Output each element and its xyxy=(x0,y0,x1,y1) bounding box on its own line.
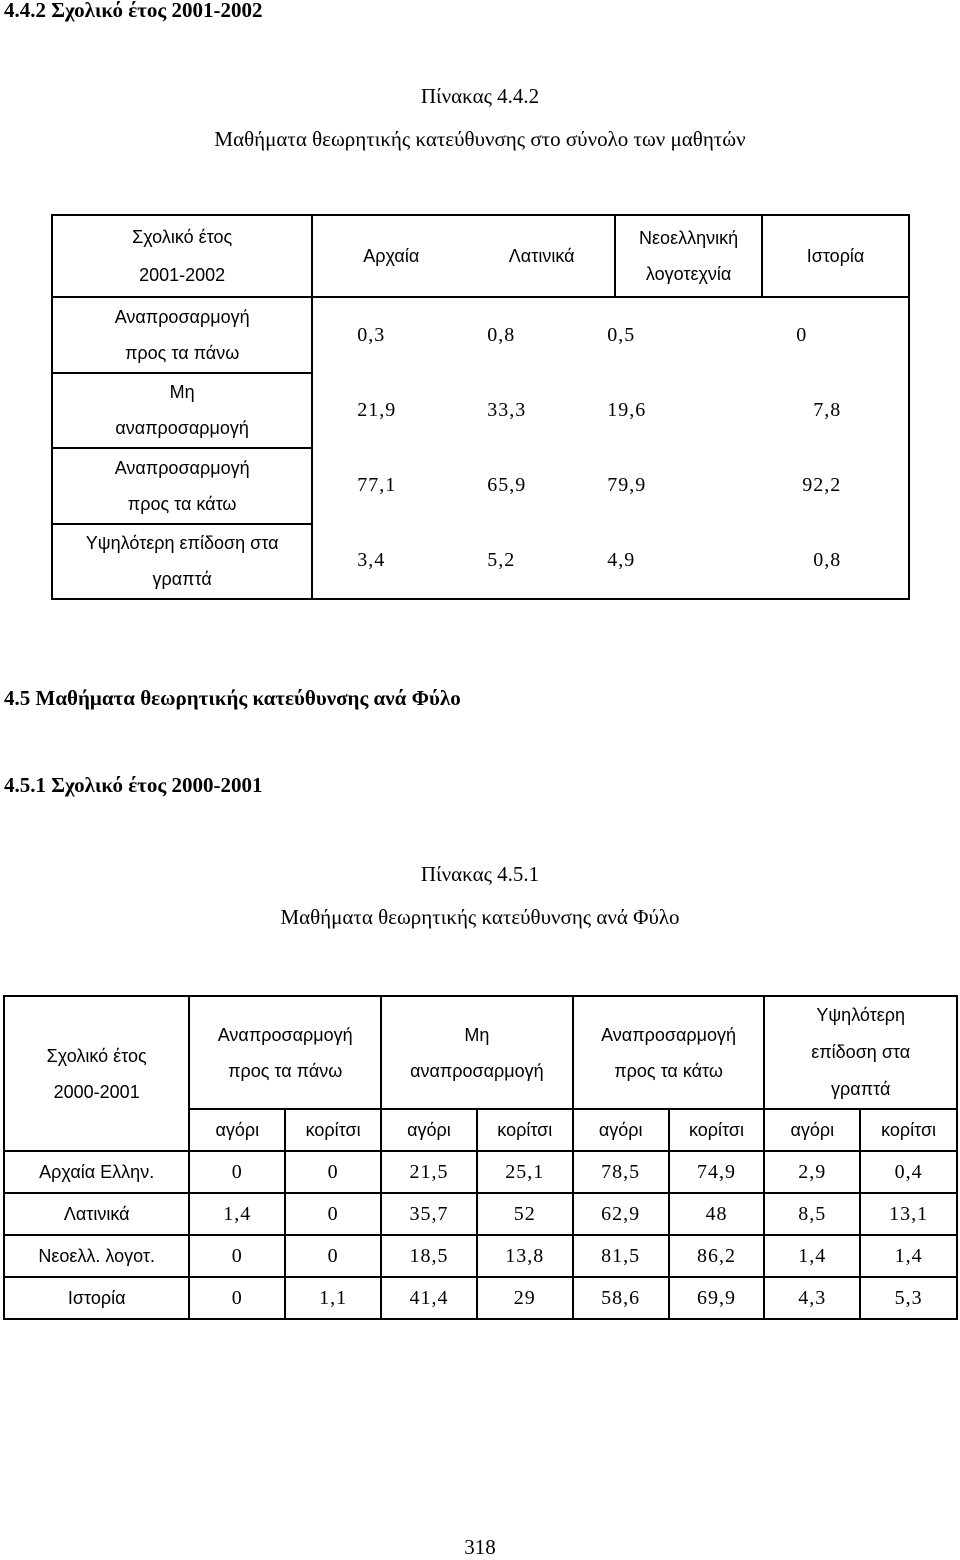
table-header-row xyxy=(52,215,909,297)
table-cell: 58,6 xyxy=(573,1277,669,1319)
table-cell: 48 xyxy=(669,1193,765,1235)
table-cell: 1,4 xyxy=(764,1235,860,1277)
corner-line: Σχολικό έτος xyxy=(132,227,233,247)
table-cell: 0 xyxy=(189,1277,285,1319)
group-header: Αναπροσαρμογή προς τα πάνω xyxy=(189,996,381,1109)
table-cell: 81,5 xyxy=(573,1235,669,1277)
gender-header: αγόρι xyxy=(764,1109,860,1151)
table-row xyxy=(4,1193,957,1235)
group-header: Αναπροσαρμογή προς τα κάτω xyxy=(573,996,765,1109)
table-cell: 0 xyxy=(189,1235,285,1277)
table2-caption-number: Πίνακας 4.5.1 xyxy=(420,862,540,886)
values-block xyxy=(312,297,909,599)
table-cell: 0 xyxy=(285,1151,381,1193)
table-cell: 13,8 xyxy=(477,1235,573,1277)
table-row xyxy=(4,1277,957,1319)
table-cell: 5,3 xyxy=(860,1277,957,1319)
column-header: Λατινικά xyxy=(469,215,615,297)
gender-header: κορίτσι xyxy=(860,1109,957,1151)
row-label: Λατινικά xyxy=(4,1193,189,1235)
table-corner-cell: Σχολικό έτος 2000-2001 xyxy=(4,996,189,1151)
column-header: Αρχαία xyxy=(312,215,469,297)
table-cell: 0 xyxy=(189,1151,285,1193)
table2-caption-title: Μαθήματα θεωρητικής κατεύθυνσης ανά Φύλο xyxy=(280,905,680,929)
table-cell: 0,8 xyxy=(813,549,842,571)
table1-caption-number: Πίνακας 4.4.2 xyxy=(420,84,540,108)
table-cell: 21,9 xyxy=(357,399,397,421)
table-cell: 33,3 xyxy=(487,399,527,421)
group-header: Υψηλότερη επίδοση στα γραπτά xyxy=(764,996,957,1109)
table-cell: 65,9 xyxy=(487,474,527,496)
table-corner-cell xyxy=(52,215,312,297)
gender-header: κορίτσι xyxy=(285,1109,381,1151)
table-cell: 92,2 xyxy=(802,474,842,496)
table-cell: 21,5 xyxy=(381,1151,477,1193)
row-label: Υψηλότερη επίδοση στα γραπτά xyxy=(52,524,312,600)
row-label: Μη αναπροσαρμογή xyxy=(52,373,312,449)
table-cell: 5,2 xyxy=(487,549,516,571)
group-header: Μη αναπροσαρμογή xyxy=(381,996,573,1109)
table-cell: 13,1 xyxy=(860,1193,957,1235)
table-cell: 0,8 xyxy=(487,324,516,346)
table-cell: 41,4 xyxy=(381,1277,477,1319)
table-row xyxy=(52,297,909,373)
row-label: Αναπροσαρμογή προς τα πάνω xyxy=(52,297,312,373)
column-header: Νεοελληνική λογοτεχνία xyxy=(615,215,762,297)
table-cell: 8,5 xyxy=(764,1193,860,1235)
row-label: Ιστορία xyxy=(4,1277,189,1319)
table-cell: 4,9 xyxy=(607,549,636,571)
gender-header: αγόρι xyxy=(573,1109,669,1151)
section-heading-442: 4.4.2 Σχολικό έτος 2001-2002 xyxy=(4,0,263,22)
table-cell: 0,4 xyxy=(860,1151,957,1193)
table-cell: 0 xyxy=(796,324,808,346)
table1-caption-title: Μαθήματα θεωρητικής κατεύθυνσης στο σύνολο των μαθητών xyxy=(214,127,746,151)
table-cell: 0,3 xyxy=(357,324,386,346)
row-label: Νεοελλ. λογοτ. xyxy=(4,1235,189,1277)
table-cell: 74,9 xyxy=(669,1151,765,1193)
table-cell: 25,1 xyxy=(477,1151,573,1193)
table-cell: 7,8 xyxy=(813,399,842,421)
table-4-5-1 xyxy=(3,995,958,1320)
table-cell: 78,5 xyxy=(573,1151,669,1193)
column-header: Ιστορία xyxy=(762,215,909,297)
table-cell: 69,9 xyxy=(669,1277,765,1319)
table-cell: 1,4 xyxy=(189,1193,285,1235)
table-cell: 29 xyxy=(477,1277,573,1319)
table-cell: 35,7 xyxy=(381,1193,477,1235)
row-label: Αναπροσαρμογή προς τα κάτω xyxy=(52,448,312,524)
table-row xyxy=(4,1235,957,1277)
corner-line: 2001-2002 xyxy=(139,265,226,285)
table-cell: 77,1 xyxy=(357,474,397,496)
table-cell: 79,9 xyxy=(607,474,647,496)
gender-header: κορίτσι xyxy=(477,1109,573,1151)
section-heading-451: 4.5.1 Σχολικό έτος 2000-2001 xyxy=(4,773,263,797)
gender-header: αγόρι xyxy=(381,1109,477,1151)
table-cell: 0 xyxy=(285,1193,381,1235)
table-cell: 62,9 xyxy=(573,1193,669,1235)
table-cell: 3,4 xyxy=(357,549,386,571)
table-cell: 0 xyxy=(285,1235,381,1277)
table-group-header-row xyxy=(4,996,957,1109)
row-label: Αρχαία Ελλην. xyxy=(4,1151,189,1193)
table-cell: 19,6 xyxy=(607,399,647,421)
table-cell: 18,5 xyxy=(381,1235,477,1277)
table-cell: 4,3 xyxy=(764,1277,860,1319)
gender-header: κορίτσι xyxy=(669,1109,765,1151)
page-number: 318 xyxy=(464,1535,496,1559)
table-cell: 1,4 xyxy=(860,1235,957,1277)
table-cell: 52 xyxy=(477,1193,573,1235)
section-heading-45: 4.5 Μαθήματα θεωρητικής κατεύθυνσης ανά Φύλο xyxy=(4,686,461,710)
table-cell: 86,2 xyxy=(669,1235,765,1277)
table-cell: 1,1 xyxy=(285,1277,381,1319)
table-cell: 0,5 xyxy=(607,324,636,346)
gender-header: αγόρι xyxy=(189,1109,285,1151)
table-4-4-2 xyxy=(51,214,910,600)
table-cell: 2,9 xyxy=(764,1151,860,1193)
table-row xyxy=(4,1151,957,1193)
